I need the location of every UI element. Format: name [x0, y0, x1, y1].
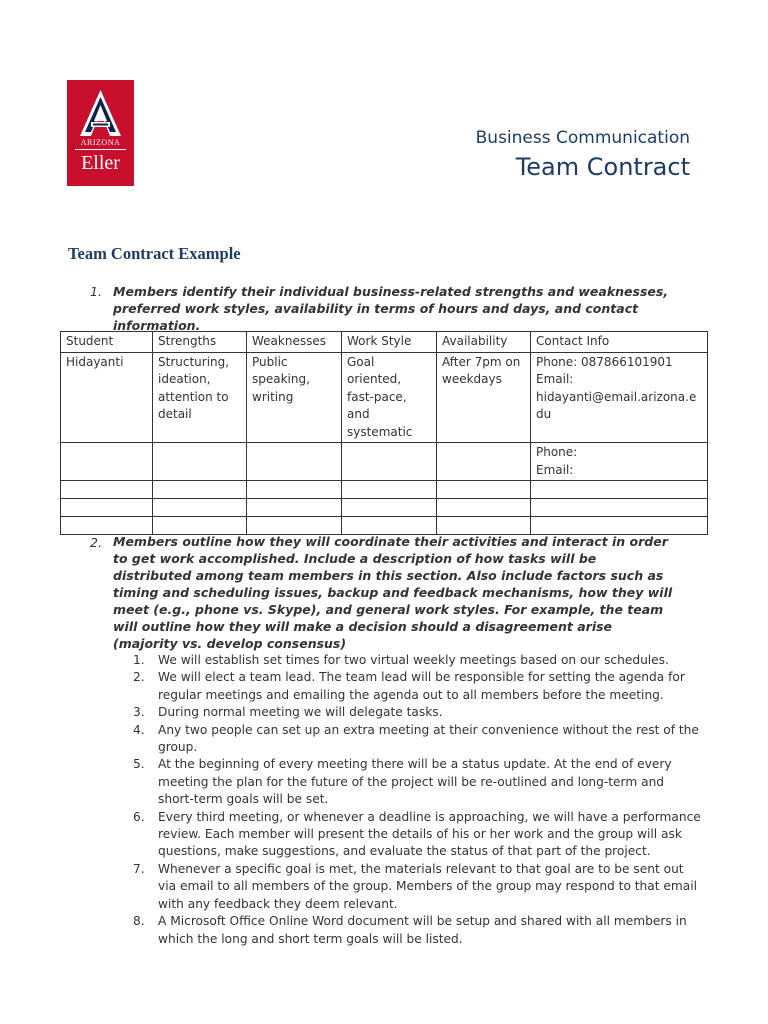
cell-work-style: Goal oriented, fast-pace, and systematic [342, 352, 437, 443]
list-item: 2. We will elect a team lead. The team lead will be responsible for setting the agenda for regular meetings and emailing the agenda out to all members before the meeting. [133, 670, 685, 702]
list-item: 5. At the beginning of every meeting there will be a status update. At the end of every meeting the plan for the future of the project will be re-outlined and long-term and short-term goals will be set. [133, 757, 672, 807]
course-name: Business Communication [475, 128, 690, 148]
contact-email: hidayanti@email.arizona.edu [536, 389, 697, 421]
list-item: 8. A Microsoft Office Online Word document will be setup and shared with all members in which the long and short term goals will be listed. [133, 914, 687, 946]
coordination-plan-list [133, 652, 703, 948]
table-row [61, 517, 708, 535]
cell-contact-info [531, 443, 708, 481]
cell-weaknesses [247, 443, 342, 481]
table-row [61, 352, 708, 443]
cell-student [61, 443, 153, 481]
logo-eller-text: Eller [81, 152, 120, 174]
list-item: 4. Any two people can set up an extra meeting at their convenience without the rest of the group. [133, 722, 699, 755]
logo-divider [75, 149, 126, 150]
section-heading: Team Contract Example [68, 244, 241, 263]
list-item: 7. Whenever a specific goal is met, the materials relevant to that goal are to be sent out via email to all members of the group. Members of the group may respond to that email with any feedback they deem relevant. [133, 861, 698, 911]
item-1-number: 1. [90, 284, 102, 299]
column-header-work-style: Work Style [342, 332, 437, 353]
document-title: Team Contract [515, 153, 690, 181]
item-2-number: 2. [90, 535, 102, 550]
cell-contact-info [531, 352, 708, 443]
cell-strengths [153, 443, 247, 481]
list-item: 1. We will establish set times for two virtual weekly meetings based on our schedules. [133, 653, 669, 667]
list-item: 6. Every third meeting, or whenever a deadline is approaching, we will have a performance review. Each member will present the details of his or her work and the group will ask questions, make suggestions, and evaluate the status of that part of the project. [133, 809, 701, 859]
a-monogram-icon [77, 88, 124, 138]
contact-phone: Phone: [536, 445, 578, 459]
member-table [60, 331, 708, 535]
contact-email-label: Email: [536, 372, 574, 386]
contact-phone: Phone: 087866101901 [536, 354, 673, 369]
item-2-text: Members outline how they will coordinate their activities and interact in order to get work accomplished. Include a description of how tasks will be distributed among team members in this section. Also include factors such as timing and scheduling issues, backup and feedback mechanisms, how they will meet (e.g., phone vs. Skype), and general work styles. For example, the team will outline how they will make a decision should a disagreement arise (majority vs. develop consensus) [113, 534, 673, 651]
cell-weaknesses: Public speaking, writing [247, 352, 342, 443]
column-header-student: Student [61, 332, 153, 353]
contact-email-label: Email: [536, 462, 574, 477]
cell-availability: After 7pm on weekdays [437, 352, 531, 443]
university-logo [67, 80, 134, 186]
item-1-text: Members identify their individual business-related strengths and weaknesses, preferred work styles, availability in terms of hours and days, and contact information. [113, 284, 669, 333]
table-row [61, 443, 708, 481]
table-row [61, 481, 708, 499]
table-row [61, 499, 708, 517]
column-header-strengths: Strengths [153, 332, 247, 353]
logo-arizona-text: ARIZONA [80, 138, 121, 147]
cell-availability [437, 443, 531, 481]
cell-strengths: Structuring, ideation, attention to detail [153, 352, 247, 443]
column-header-weaknesses: Weaknesses [247, 332, 342, 353]
cell-work-style [342, 443, 437, 481]
table-header-row [61, 332, 708, 353]
column-header-contact-info: Contact Info [531, 332, 708, 353]
column-header-availability: Availability [437, 332, 531, 353]
cell-student: Hidayanti [61, 352, 153, 443]
list-item: 3. During normal meeting we will delegate tasks. [133, 705, 443, 720]
